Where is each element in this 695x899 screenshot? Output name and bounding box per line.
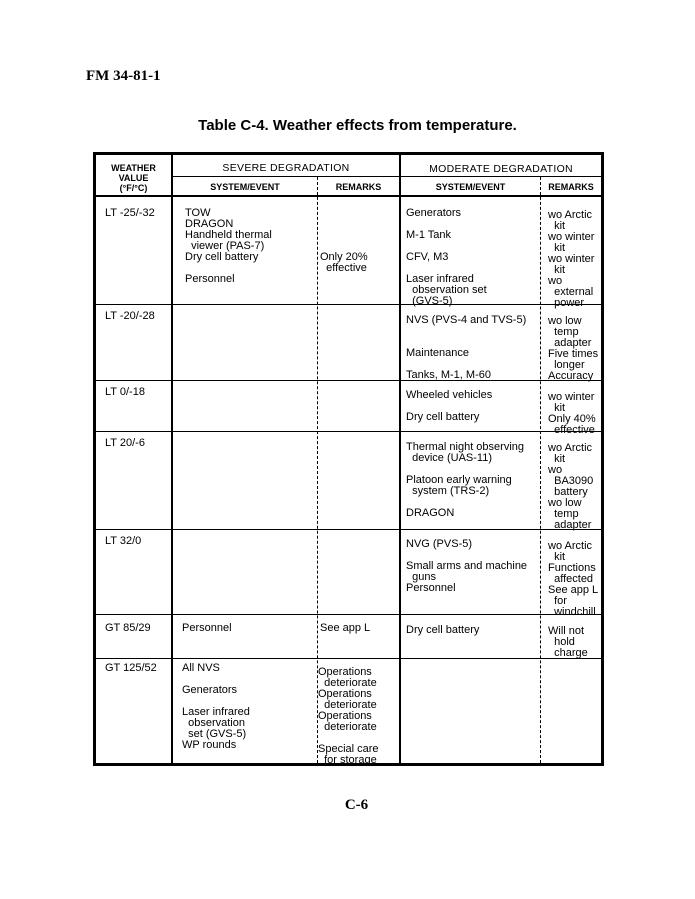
moderate-system-cell: NVG (PVS-5) Small arms and machine guns Personnel [406,538,528,594]
document-id: FM 34-81-1 [86,68,161,84]
moderate-remarks-cell: wo Arctic kit wo winter kit wo winter kit wo external power [548,209,595,309]
severe-remarks-cell: Operations deteriorate Operations deteriorate Operations deteriorate Special care for storage [318,666,379,766]
header-weather-value: WEATHER VALUE (°F/°C) [111,163,156,193]
row-value: LT -25/-32 [105,207,155,219]
weather-effects-table [93,152,604,766]
header-severe-remarks: REMARKS [335,182,382,192]
moderate-remarks-cell: wo low temp adapter Five times longer Accuracy [548,315,599,382]
severe-remarks-cell: Only 20% effective [320,251,368,274]
moderate-system-cell: NVS (PVS-4 and TVS-5) Maintenance Tanks, M-1, M-60 [406,314,527,381]
row-value: LT -20/-28 [105,310,155,322]
header-severe-system-event: SYSTEM/EVENT [210,182,280,192]
moderate-remarks-cell: wo Arctic kit wo BA3090 battery wo low temp adapter [548,442,594,531]
header-moderate-system-event: SYSTEM/EVENT [435,182,506,192]
severe-system-cell: All NVS Generators Laser infrared observation set (GVS-5) WP rounds [182,662,250,751]
row-value: GT 125/52 [105,662,157,674]
severe-system-cell: TOW DRAGON Handheld thermal viewer (PAS-7) Dry cell battery Personnel [185,207,272,285]
moderate-remarks-cell: wo winter kit Only 40% effective [548,391,596,436]
row-value: LT 0/-18 [105,386,145,398]
page-number: C-6 [344,797,369,813]
moderate-system-cell: Generators M-1 Tank CFV, M3 Laser infrared observation set (GVS-5) [406,207,487,307]
moderate-remarks-cell: wo Arctic kit Functions affected See app L for windchill [548,540,599,618]
header-moderate-degradation: MODERATE DEGRADATION [429,163,573,175]
table-title: Table C-4. Weather effects from temperature. [198,117,517,134]
row-value: LT 32/0 [105,535,142,547]
moderate-remarks-cell: Will not hold charge [548,625,588,659]
header-severe-degradation: SEVERE DEGRADATION [222,162,350,174]
header-moderate-remarks: REMARKS [548,182,594,192]
moderate-system-cell: Wheeled vehicles Dry cell battery [406,389,493,423]
severe-system-cell: Personnel [182,622,232,634]
moderate-system-cell: Thermal night observing device (UAS-11) Platoon early warning system (TRS-2) DRAGON [406,441,525,519]
moderate-system-cell: Dry cell battery [406,624,480,636]
severe-remarks-cell: See app L [320,622,371,634]
row-value: LT 20/-6 [105,437,145,449]
row-value: GT 85/29 [105,622,151,634]
